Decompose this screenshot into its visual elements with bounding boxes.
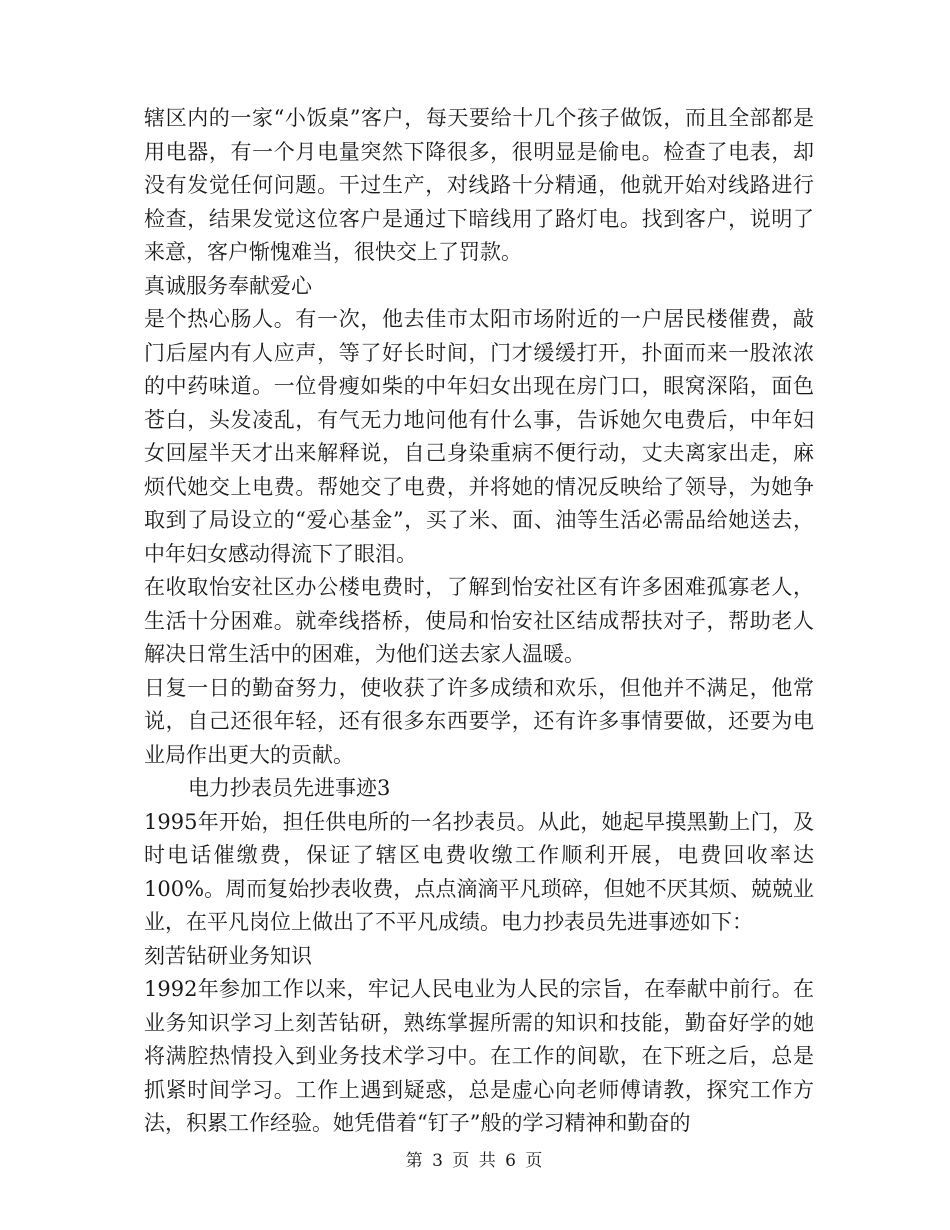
- paragraph-study-details: 1992年参加工作以来，牢记人民电业为人民的宗旨，在奉献中前行。在业务知识学习上刻苦钻研，熟练掌握所需的知识和技能，勤奋好学的她将满腔热情投入到业务技术学习中。在工作的间歇，在下班之后，总是抓紧时间学习。工作上遇到疑惑，总是虚心向老师傅请教，探究工作方法，积累工作经验。她凭借着“钉子”般的学习精神和勤奋的: [144, 977, 814, 1135]
- section-heading-study-knowledge: 刻苦钻研业务知识: [144, 943, 312, 968]
- paragraph-daily-effort: 日复一日的勤奋努力，使收获了许多成绩和欢乐，但他并不满足，他常说，自己还很年轻，还有很多东西要学，还有许多事情要做，还要为电业局作出更大的贡献。: [144, 675, 814, 767]
- paragraph-community-support: 在收取怡安社区办公楼电费时，了解到怡安社区有许多困难孤寡老人，生活十分困难。就牵线搭桥，使局和怡安社区结成帮扶对子，帮助老人解决日常生活中的困难，为他们送去家人温暖。: [144, 575, 814, 666]
- article-title-deeds-3: 电力抄表员先进事迹3: [188, 776, 391, 800]
- page-number-footer: 第 3 页 共 6 页: [405, 1151, 545, 1171]
- section-heading-sincere-service: 真诚服务奉献爱心: [144, 273, 312, 298]
- paragraph-meter-reader-intro: 1995年开始，担任供电所的一名抄表员。从此，她起早摸黑勤上门，及时电话催缴费，保证了辖区电费收缴工作顺利开展，电费回收率达100%。周而复始抄表收费，点点滴滴平凡琐碎，但她不厌其烦、兢兢业业，在平凡岗位上做出了不平凡成绩。电力抄表员先进事迹如下：: [144, 809, 814, 934]
- paragraph-meter-tampering-case: 辖区内的一家“小饭桌”客户，每天要给十几个孩子做饭，而且全部都是用电器，有一个月电量突然下降很多，很明显是偷电。检查了电表，却没有发觉任何问题。干过生产，对线路十分精通，他就开始对线路进行检查，结果发觉这位客户是通过下暗线用了路灯电。找到客户，说明了来意，客户惭愧难当，很快交上了罚款。: [144, 106, 814, 264]
- paragraph-helping-sick-woman: 是个热心肠人。有一次，他去佳市太阳市场附近的一户居民楼催费，敲门后屋内有人应声，等了好长时间，门才缓缓打开，扑面而来一股浓浓的中药味道。一位骨瘦如柴的中年妇女出现在房门口，眼窝深陷，面色苍白，头发凌乱，有气无力地问他有什么事，告诉她欠电费后，中年妇女回屋半天才出来解释说，自己身染重病不便行动，丈夫离家出走，麻烦代她交上电费。帮她交了电费，并将她的情况反映给了领导，为她争取到了局设立的“爱心基金”，买了米、面、油等生活必需品给她送去，中年妇女感动得流下了眼泪。: [144, 307, 814, 566]
- document-body: [144, 102, 814, 1141]
